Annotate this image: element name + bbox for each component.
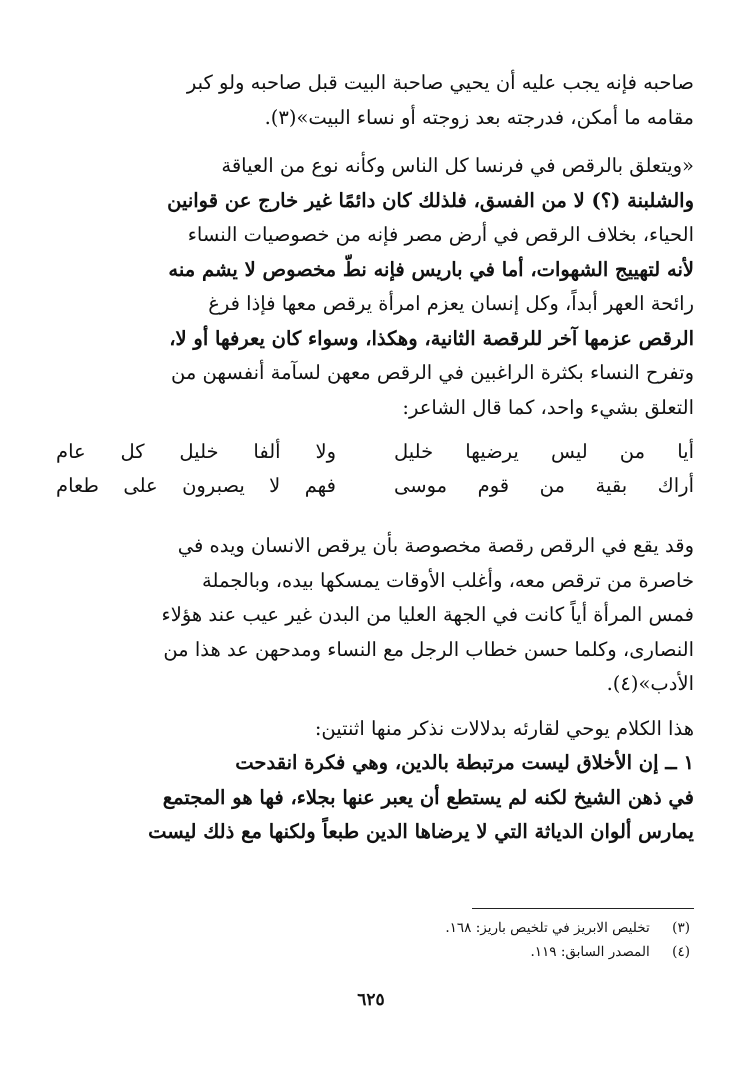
poem-verse <box>56 469 694 503</box>
text-line: وقد يقع في الرقص رقصة مخصوصة بأن يرقص الانسان ويده في <box>177 534 694 557</box>
text-line: الحياء، بخلاف الرقص في أرض مصر فإنه من خصوصيات النساء <box>187 223 694 246</box>
text-line: صاحبه فإنه يجب عليه أن يحيي صاحبة البيت قبل صاحبه ولو كبر <box>186 71 694 94</box>
paragraph-2 <box>56 149 694 425</box>
text-line: رائحة العهر أبداً، وكل إنسان يعزم امرأة يرقص معها فإذا فرغ <box>208 292 694 315</box>
text-line: فمس المرأة أياً كانت في الجهة العليا من البدن غير عيب عند هؤلاء <box>161 603 694 626</box>
text-line: وتفرح النساء بكثرة الراغبين في الرقص معهن لسآمة أنفسهن من <box>171 361 694 384</box>
poem-hemistich-second: ولا ألفا خليل كل عام <box>56 440 336 463</box>
page-number: ٦٢٥ <box>357 990 385 1010</box>
text-line: النصارى، وكلما حسن خطاب الرجل مع النساء ومدحهن عد هذا من <box>163 637 694 661</box>
footnote-number: (٤) <box>672 944 690 960</box>
poem-hemistich-first: أيا من ليس يرضيها خليل <box>394 440 694 463</box>
text-line: خاصرة من ترقص معه، وأغلب الأوقات يمسكها بيده، وبالجملة <box>202 568 694 592</box>
paragraph-1 <box>56 66 694 135</box>
text-line: هذا الكلام يوحي لقارئه بدلالات نذكر منها اثنتين: <box>314 716 694 740</box>
paragraph-3 <box>56 529 694 702</box>
poem <box>56 435 694 503</box>
poem-hemistich-first: أراك بقية من قوم موسى <box>394 474 694 497</box>
text-line: في ذهن الشيخ لكنه لم يستطع أن يعبر عنها بجلاء، فها هو المجتمع <box>162 785 694 809</box>
footnotes <box>445 916 690 964</box>
footnote-text: تخليص الابريز في تلخيص باريز: ١٦٨. <box>445 920 650 936</box>
text-line: ١ ــ إن الأخلاق ليست مرتبطة بالدين، وهي فكرة انقدحت <box>235 751 694 774</box>
footnote-item <box>445 916 690 940</box>
text-line: يمارس ألوان الدياثة التي لا يرضاها الدين طبعاً ولكنها مع ذلك ليست <box>148 820 694 843</box>
poem-hemistich-second: فهم لا يصبرون على طعام <box>56 474 336 497</box>
poem-verse <box>56 435 694 469</box>
text-line: الرقص عزمها آخر للرقصة الثانية، وهكذا، وسواء كان يعرفها أو لا، <box>169 326 694 350</box>
footnote-item <box>445 940 690 964</box>
text-line: الأدب»(٤). <box>606 672 694 695</box>
text-line: مقامه ما أمكن، فدرجته بعد زوجته أو نساء البيت»(٣). <box>264 105 694 129</box>
paragraph-4 <box>56 712 694 850</box>
footnote-divider <box>472 908 694 909</box>
text-line: التعلق بشيء واحد، كما قال الشاعر: <box>402 395 694 419</box>
footnote-number: (٣) <box>672 920 690 936</box>
text-line: والشلبنة (؟) لا من الفسق، فلذلك كان دائمًا غير خارج عن قوانين <box>167 188 694 212</box>
text-line: «ويتعلق بالرقص في فرنسا كل الناس وكأنه نوع من العياقة <box>221 154 694 177</box>
footnote-text: المصدر السابق: ١١٩. <box>530 944 650 960</box>
text-line: لأنه لتهييج الشهوات، أما في باريس فإنه نطّ مخصوص لا يشم منه <box>168 257 694 281</box>
